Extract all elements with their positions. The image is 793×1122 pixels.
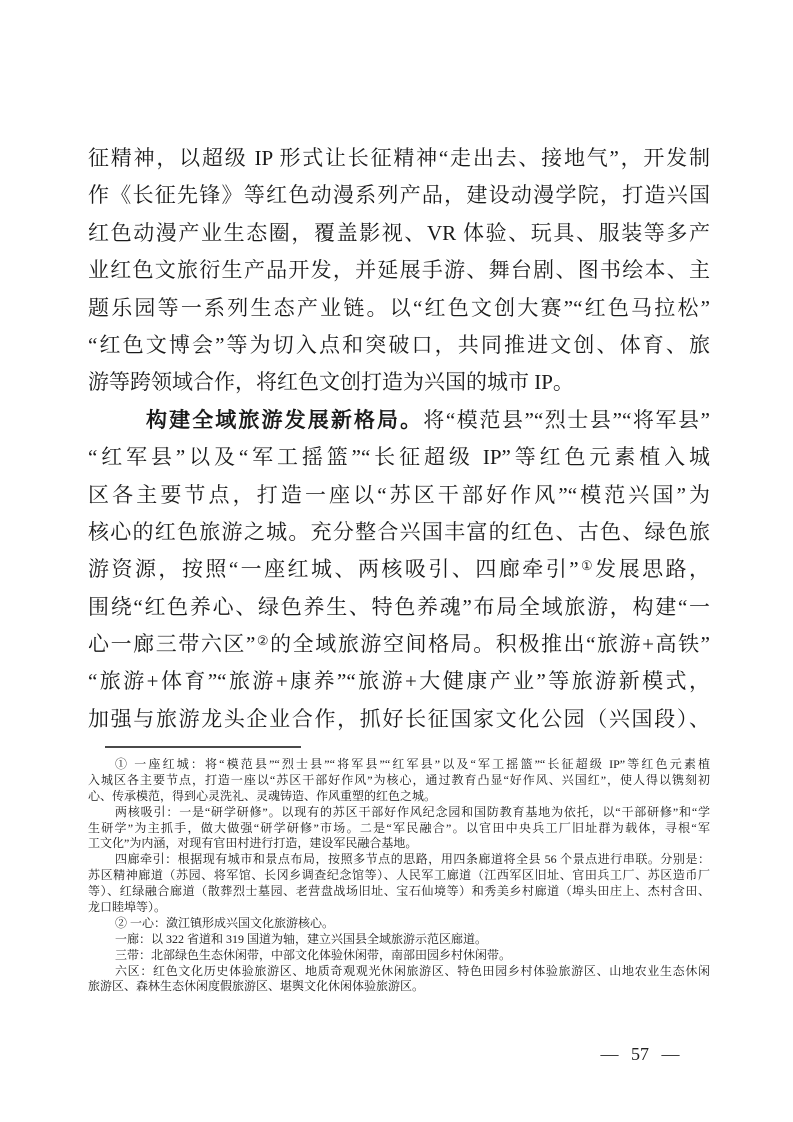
- footnote-line: 一廊：以 322 省道和 319 国道为轴，建立兴国县全域旅游示范区廊道。: [115, 931, 488, 946]
- footnote-line: ① 一座红城：将“模范县”“烈士县”“将军县”“红军县”以及“军工摇篮”“长征超级 IP”等红色元素植: [115, 757, 710, 771]
- body-line: 红色动漫产业生态圈，覆盖影视、VR 体验、玩具、服装等多产: [88, 220, 710, 245]
- body-line: 游资源，按照“一座红城、两核吸引、四廊牵引”①发展思路，: [88, 557, 710, 582]
- footnote-line: 两核吸引：一是“研学研修”。以现有的苏区干部好作风纪念园和国防教育基地为依托，以“干部研修”和“学: [115, 804, 710, 819]
- body-line: 游等跨领域合作，将红色文创打造为兴国的城市 IP。: [88, 370, 574, 395]
- body-line: “红军县”以及“军工摇篮”“长征超级 IP”等红色元素植入城: [88, 445, 710, 470]
- footnote-line: 苏区精神廊道（苏园、将军馆、长冈乡调查纪念馆等）、人民军工廊道（江西军区旧址、官田兵工厂、苏区造币厂: [88, 868, 710, 883]
- page-number: — 57 —: [600, 1044, 680, 1064]
- footnote-line: 四廊牵引：根据现有城市和景点布局，按照多节点的思路，用四条廊道将全县 56 个景点进行串联。分别是：: [115, 852, 710, 867]
- body-line: 加强与旅游龙头企业合作，抓好长征国家文化公园（兴国段）、: [88, 706, 710, 731]
- footnote-line: 入城区各主要节点，打造一座以“苏区干部好作风”为核心，通过教育凸显“好作风、兴国红”，使人得以镌刻初: [88, 772, 710, 787]
- footnote-line: 生研学”为主抓手，做大做强“研学研修”市场。二是“军民融合”。以官田中央兵工厂旧址群为载体，寻根“军: [88, 820, 710, 835]
- footnote-line: 六区：红色文化历史体验旅游区、地质奇观观光休闲旅游区、特色田园乡村体验旅游区、山地农业生态休闲: [115, 963, 710, 978]
- body-text: [88, 140, 710, 738]
- body-line: 征精神，以超级 IP 形式让长征精神“走出去、接地气”，开发制: [88, 146, 710, 170]
- body-line: “红色文博会”等为切入点和突破口，共同推进文创、体育、旅: [88, 332, 710, 357]
- footnote-line: 心、传承模范，得到心灵洗礼、灵魂铸造、作风重塑的红色之城。: [88, 788, 437, 803]
- footnote-line: 龙口睦埠等）。: [88, 900, 167, 915]
- footnote-line: 等）、红绿融合廊道（散葬烈士墓园、老营盘战场旧址、宝石仙境等）和秀美乡村廊道（埠头田庄上、杰村含田、: [88, 884, 710, 899]
- footnote-ref-mark: ①: [578, 558, 596, 574]
- body-line: “旅游+体育”“旅游+康养”“旅游+大健康产业”等旅游新模式，: [88, 669, 710, 694]
- footnote-section: [88, 757, 710, 995]
- body-line: 核心的红色旅游之城。充分整合兴国丰富的红色、古色、绿色旅: [88, 519, 710, 544]
- body-line: 作《长征先锋》等红色动漫系列产品，建设动漫学院，打造兴国: [88, 183, 710, 208]
- body-line: 构建全域旅游发展新格局。将“模范县”“烈士县”“将军县”: [146, 407, 710, 432]
- bold-run: 构建全域旅游发展新格局。: [146, 407, 424, 432]
- footnote-divider: [105, 746, 301, 748]
- footnote-line: 三带：北部绿色生态休闲带，中部文化体验休闲带，南部田园乡村休闲带。: [115, 947, 512, 962]
- footnote-line: ② 一心：潋江镇形成兴国文化旅游核心。: [115, 915, 335, 930]
- body-line: 围绕“红色养心、绿色养生、特色养魂”布局全域旅游，构建“一: [88, 594, 710, 619]
- body-line: 区各主要节点，打造一座以“苏区干部好作风”“模范兴国”为: [88, 482, 710, 507]
- body-line: 题乐园等一系列生态产业链。以“红色文创大赛”“红色马拉松”: [88, 295, 710, 320]
- footnote-line: 旅游区、森林生态休闲度假旅游区、堪舆文化休闲体验旅游区。: [88, 979, 425, 994]
- body-line: 心一廊三带六区”②的全域旅游空间格局。积极推出“旅游+高铁”: [88, 632, 710, 657]
- body-line: 业红色文旅衍生产品开发，并延展手游、舞台剧、图书绘本、主: [88, 258, 710, 283]
- footnote-line: 工文化”为内涵，对现有官田村进行打造，建设军民融合基地。: [88, 836, 418, 851]
- footnote-ref-mark: ②: [255, 633, 271, 649]
